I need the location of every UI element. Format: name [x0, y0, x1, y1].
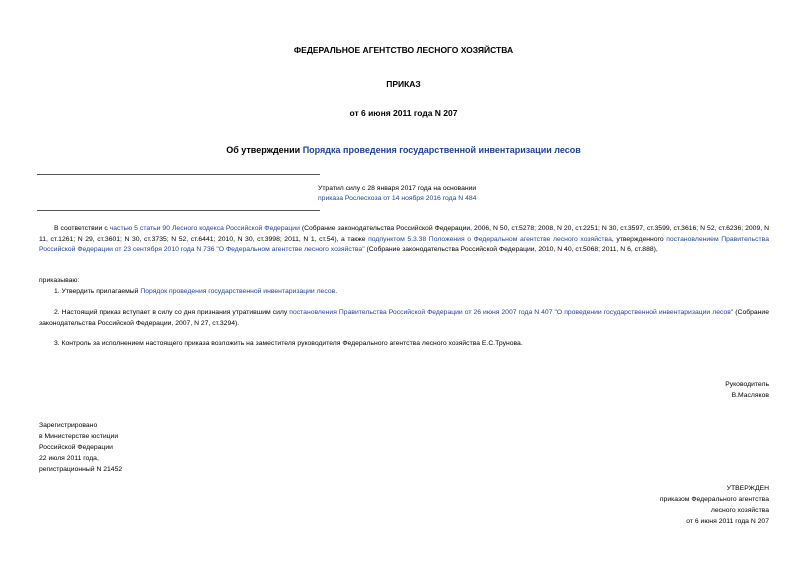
signature-position: Руководитель — [725, 381, 769, 388]
order-date: от 6 июня 2011 года N 207 — [349, 108, 458, 118]
approved-line: от 6 июня 2011 года N 207 — [686, 518, 769, 525]
registration-line: Российской Федерации — [39, 444, 113, 451]
title-prefix: Об утверждении — [226, 145, 303, 155]
registration-line: Зарегистрировано — [39, 422, 98, 429]
item-1-text: 1. Утвердить прилагаемый — [54, 288, 141, 295]
approved-block — [660, 483, 769, 527]
approved-line: УТВЕРЖДЕН — [726, 485, 769, 492]
document-title — [0, 145, 807, 155]
signature-block — [725, 379, 769, 401]
agency-name: ФЕДЕРАЛЬНОЕ АГЕНТСТВО ЛЕСНОГО ХОЗЯЙСТВА — [293, 45, 514, 55]
signature-name: В.Масляков — [731, 392, 769, 399]
registration-line: 22 июля 2011 года, — [39, 455, 99, 462]
forest-code-link[interactable]: частью 5 статьи 90 Лесного кодекса Российской Федерации — [109, 225, 300, 232]
item-2-link[interactable]: постановления Правительства Российской Федерации от 26 июня 2007 года N 407 "О проведении государственной инвентаризации лесов" — [289, 309, 734, 316]
approved-line: приказом Федерального агентства — [659, 496, 769, 503]
preamble-text-2: (Собрание законодательства Российской Федерации, 2006, N 50, ст.5278; 2008, N 20, ст.2251; N 30, ст.3597, ст.3599, ст.3616; N 52, ст.6236; 2009, N 11, ст.1261; N 29, ст.3601; N 30, ст.3735; N 52, ст.6441; 2010, N 30, ст.3998; 2011, N 1, ст.54), а также — [39, 225, 769, 243]
item-2-end: (Собрание законодательства Российской Федерации, 2007, N 27, ст.3294). — [39, 309, 770, 327]
title-link[interactable]: Порядка проведения государственной инвентаризации лесов — [302, 145, 581, 155]
item-1 — [54, 287, 337, 297]
regulation-link[interactable]: подпунктом 5.3.38 Положения о Федеральном агентстве лесного хозяйства — [368, 235, 612, 243]
item-1-end: . — [335, 288, 338, 295]
item-2-text: 2. Настоящий приказ вступает в силу со дня признания утратившим силу — [54, 309, 290, 316]
divider-bottom — [37, 210, 320, 211]
preamble-text-4: (Собрание законодательства Российской Федерации, 2010, N 40, ст.5068; 2011, N 6, ст.888), — [364, 246, 658, 253]
preamble-text-1: В соответствии с — [54, 225, 110, 232]
lost-force-link[interactable]: приказа Рослесхоза от 14 ноября 2016 года N 484 — [318, 195, 477, 202]
preamble-text-3: , утвержденного — [611, 235, 667, 243]
item-3: 3. Контроль за исполнением настоящего приказа возложить на заместителя руководителя Федерального агентства лесного хозяйства Е.С.Трунова. — [54, 340, 523, 347]
order-type: ПРИКАЗ — [386, 79, 421, 89]
preamble-paragraph — [39, 224, 769, 256]
item-1-link[interactable]: Порядок проведения государственной инвентаризации лесов — [140, 288, 336, 295]
item-2 — [39, 308, 769, 329]
order-word: приказываю: — [39, 277, 80, 284]
registration-line: регистрационный N 21452 — [39, 466, 123, 473]
lost-force-text: Утратил силу с 28 января 2017 года на основании — [318, 185, 477, 192]
registration-block — [39, 420, 122, 475]
approved-line: лесного хозяйства — [710, 507, 769, 514]
government-decree-link[interactable]: постановлением Правительства Российской Федерации от 23 сентября 2010 года N 736 "О Федеральном агентстве лесного хозяйства" — [39, 235, 769, 253]
divider-top — [37, 174, 320, 175]
lost-force-note — [318, 184, 476, 204]
registration-line: в Министерстве юстиции — [39, 433, 119, 440]
